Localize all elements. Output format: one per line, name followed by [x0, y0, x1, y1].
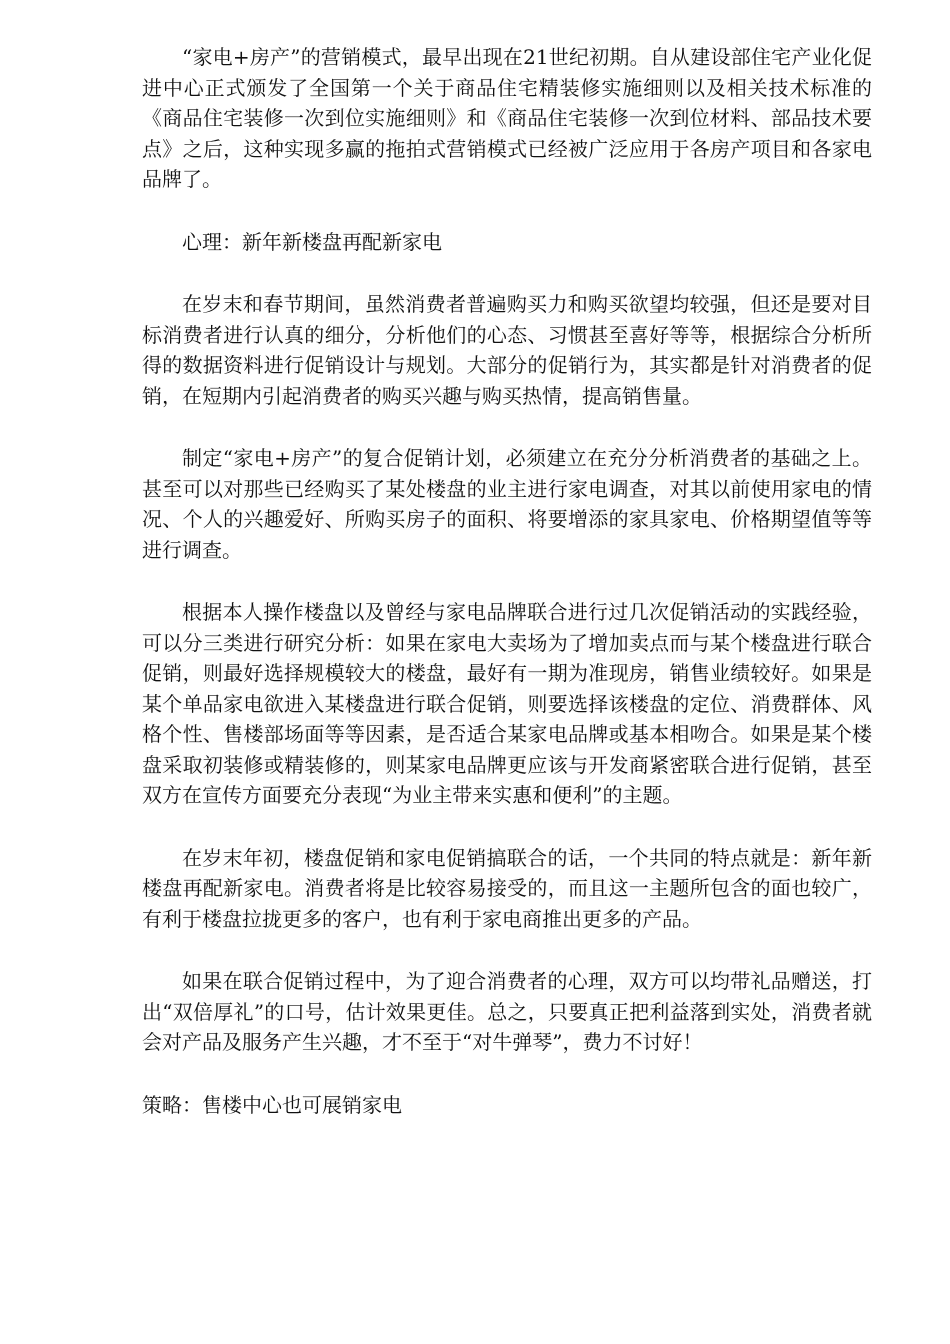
- paragraph-consumer-analysis: 在岁末和春节期间，虽然消费者普遍购买力和购买欲望均较强，但还是要对目标消费者进行认真的细分，分析他们的心态、习惯甚至喜好等等，根据综合分析所得的数据资料进行促销设计与规划。大部分的促销行为，其实都是针对消费者的促销，在短期内引起消费者的购买兴趣与购买热情，提高销售量。: [142, 292, 872, 408]
- section-heading-psychology: 心理：新年新楼盘再配新家电: [182, 229, 442, 254]
- paragraph-gifts: 如果在联合促销过程中，为了迎合消费者的心理，双方可以均带礼品赠送，打出“双倍厚礼”的口号，估计效果更佳。总之，只要真正把利益落到实处，消费者就会对产品及服务产生兴趣，才不至于“对牛弹琴”，费力不讨好！: [142, 969, 872, 1054]
- paragraph-intro: “家电+房产”的营销模式，最早出现在21世纪初期。自从建设部住宅产业化促进中心正式颁发了全国第一个关于商品住宅精装修实施细则以及相关技术标准的《商品住宅装修一次到位实施细则》和《商品住宅装修一次到位材料、部品技术要点》之后，这种实现多赢的拖拍式营销模式已经被广泛应用于各房产项目和各家电品牌了。: [142, 45, 872, 191]
- section-heading-strategy: 策略：售楼中心也可展销家电: [142, 1092, 402, 1117]
- paragraph-promotion-plan: 制定“家电+房产”的复合促销计划，必须建立在充分分析消费者的基础之上。甚至可以对那些已经购买了某处楼盘的业主进行家电调查，对其以前使用家电的情况、个人的兴趣爱好、所购买房子的面积、将要增添的家具家电、价格期望值等等进行调查。: [142, 446, 872, 562]
- paragraph-year-end: 在岁末年初，楼盘促销和家电促销搞联合的话，一个共同的特点就是：新年新楼盘再配新家电。消费者将是比较容易接受的，而且这一主题所包含的面也较广，有利于楼盘拉拢更多的客户，也有利于家电商推出更多的产品。: [142, 845, 872, 931]
- paragraph-experience: 根据本人操作楼盘以及曾经与家电品牌联合进行过几次促销活动的实践经验，可以分三类进行研究分析：如果在家电大卖场为了增加卖点而与某个楼盘进行联合促销，则最好选择规模较大的楼盘，最好有一期为准现房，销售业绩较好。如果是某个单品家电欲进入某楼盘进行联合促销，则要选择该楼盘的定位、消费群体、风格个性、售楼部场面等等因素，是否适合某家电品牌或基本相吻合。如果是某个楼盘采取初装修或精装修的，则某家电品牌更应该与开发商紧密联合进行促销，甚至双方在宣传方面要充分表现“为业主带来实惠和便利”的主题。: [142, 600, 872, 807]
- document-body: [142, 42, 872, 1120]
